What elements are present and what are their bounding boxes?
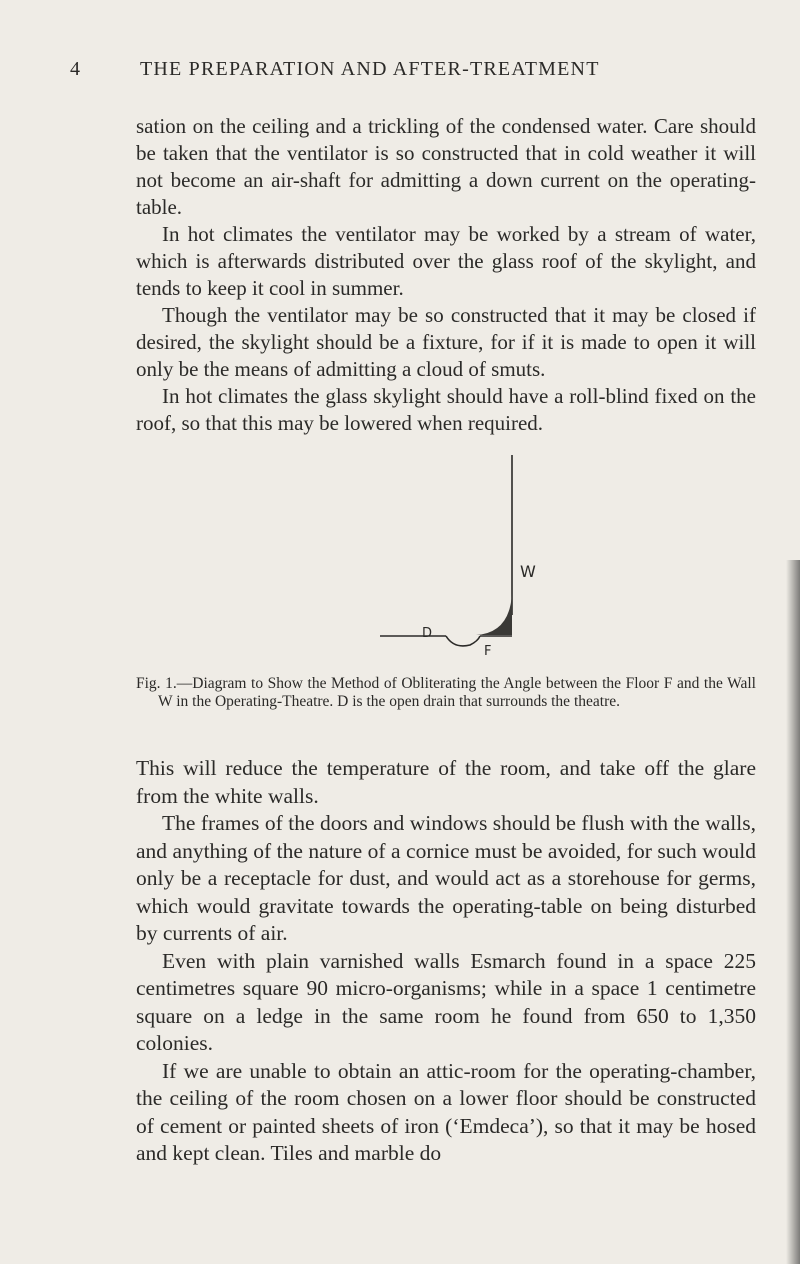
- bottom-text-block: [136, 755, 756, 1168]
- label-wall: W: [520, 562, 536, 581]
- running-title: THE PREPARATION AND AFTER-TREATMENT: [140, 58, 600, 80]
- paragraph: This will reduce the temperature of the room, and take off the glare from the white walls.: [136, 756, 756, 808]
- label-floor: F: [484, 644, 492, 659]
- paragraph: If we are unable to obtain an attic-room for the operating-chamber, the ceiling of the room chosen on a lower floor should be constructed of cement or painted sheets of iron (‘Emdeca’), so that it may be hosed and kept clean. Tiles and marble do: [136, 1058, 756, 1165]
- paragraph: sation on the ceiling and a trickling of the condensed water. Care should be taken that the ventilator is so constructed that in cold weather it will not become an air-shaft for admitting a down current on the operating-table.: [136, 114, 756, 219]
- curved-angle-fill: [476, 593, 512, 635]
- label-drain: D: [422, 626, 433, 641]
- figure-diagram: [380, 455, 580, 665]
- paragraph: Though the ventilator may be so constructed that it may be closed if desired, the skylight should be a fixture, for if it is made to open it will only be the means of admitting a cloud of smuts.: [136, 303, 756, 381]
- running-head: [70, 58, 740, 88]
- page-edge-shadow: [786, 560, 800, 1264]
- paragraph: Even with plain varnished walls Esmarch found in a space 225 centimetres square 90 micro-organisms; while in a space 1 centimetre square on a ledge in the same room he found from 650 to 1,350 colonies.: [136, 948, 756, 1055]
- caption-text: Fig. 1.—Diagram to Show the Method of Obliterating the Angle between the Floor F and the Wall W in the Operating-Theatre. D is the open drain that surrounds the theatre.: [136, 675, 756, 710]
- page-number: 4: [70, 58, 82, 80]
- figure-caption: [136, 675, 756, 710]
- paragraph: In hot climates the glass skylight should have a roll-blind fixed on the roof, so that this may be lowered when required.: [136, 384, 756, 435]
- wall-floor-diagram: [380, 455, 580, 665]
- drain-curve: [446, 636, 480, 646]
- top-text-block: [136, 113, 756, 437]
- paragraph: The frames of the doors and windows should be flush with the walls, and anything of the nature of a cornice must be avoided, for such would only be a receptacle for dust, and would act as a storehouse for germs, which would gravitate towards the operating-table on being disturbed by currents of air.: [136, 811, 756, 945]
- paragraph: In hot climates the ventilator may be worked by a stream of water, which is afterwards distributed over the glass roof of the skylight, and tends to keep it cool in summer.: [136, 222, 756, 300]
